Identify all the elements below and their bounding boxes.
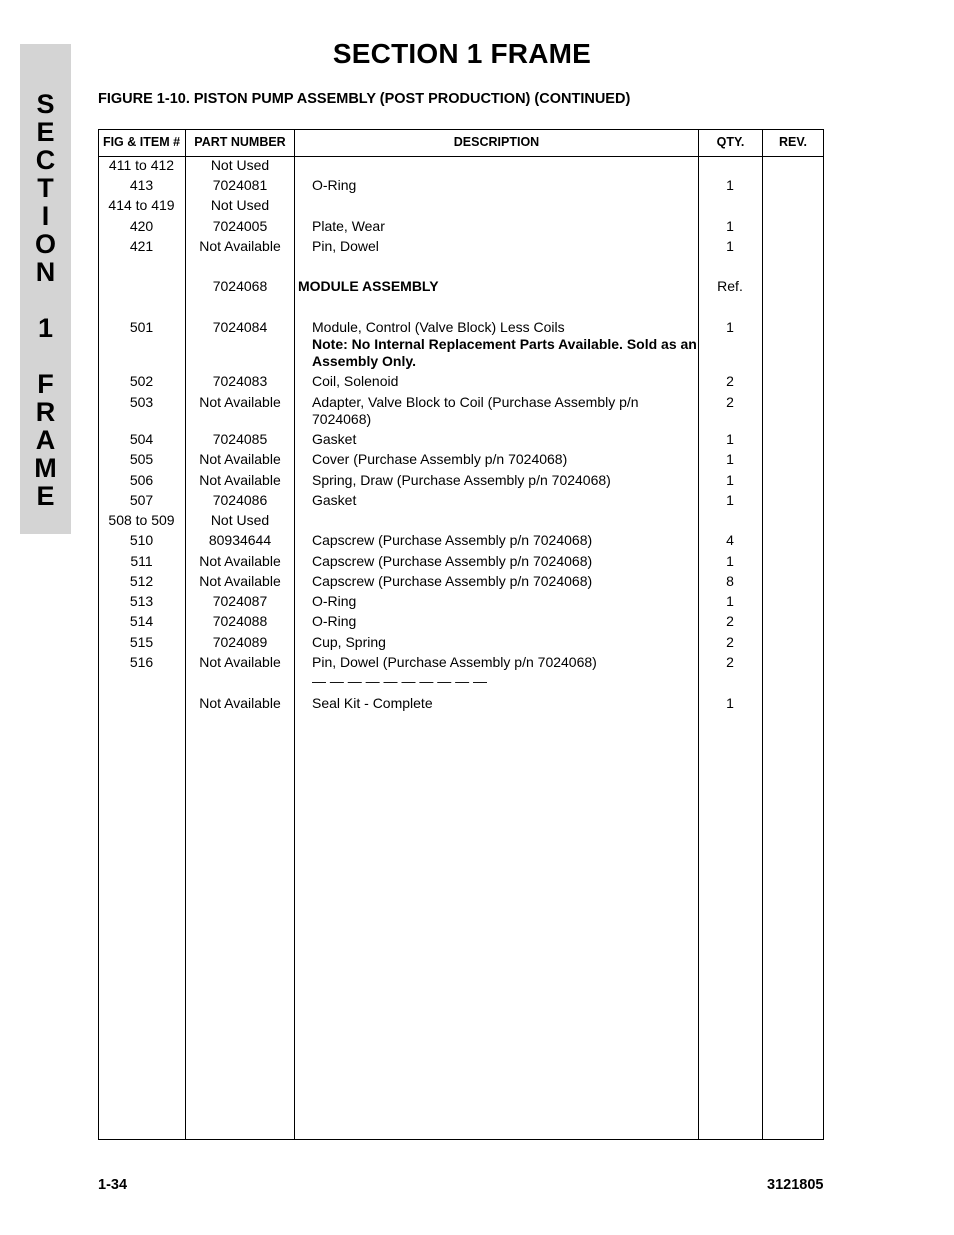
document-number: 3121805	[767, 1177, 824, 1193]
column-header-description: DESCRIPTION	[453, 135, 540, 149]
separator-dashes: — — — — — — — — — —	[312, 673, 488, 689]
fig-item: 503	[129, 394, 154, 410]
fig-item: 507	[129, 492, 154, 508]
fig-item: 513	[129, 593, 154, 609]
description: O-Ring	[312, 177, 357, 193]
fig-item: 504	[129, 431, 154, 447]
part-number: 7024085	[212, 431, 268, 447]
side-tab-letter: S	[36, 89, 55, 119]
description: Pin, Dowel	[312, 238, 379, 254]
part-number: 7024084	[212, 319, 268, 335]
part-number: Not Available	[199, 573, 281, 589]
side-tab-letter: I	[41, 201, 50, 231]
part-number: 80934644	[208, 532, 272, 548]
part-number: Not Available	[199, 451, 281, 467]
side-tab-letter: O	[34, 229, 56, 259]
quantity: 2	[726, 373, 734, 389]
quantity: 1	[726, 218, 734, 234]
page-number: 1-34	[98, 1177, 128, 1193]
quantity: 2	[726, 634, 734, 650]
description: Gasket	[312, 492, 357, 508]
part-number: Not Available	[199, 654, 281, 670]
quantity: 1	[726, 319, 734, 335]
fig-item: 510	[129, 532, 154, 548]
side-tab-letter: A	[35, 425, 56, 455]
column-header-qty: QTY.	[716, 135, 745, 149]
part-number: 7024081	[212, 177, 268, 193]
fig-item: 512	[129, 573, 154, 589]
part-number: Not Available	[199, 394, 281, 410]
description-block	[312, 319, 698, 370]
part-number: 7024086	[212, 492, 268, 508]
side-tab-letter: R	[35, 397, 56, 427]
quantity: 1	[726, 451, 734, 467]
fig-item: 411 to 412	[108, 157, 175, 173]
quantity: 1	[726, 177, 734, 193]
quantity: 1	[726, 472, 734, 488]
quantity: 8	[726, 573, 734, 589]
quantity: 1	[726, 695, 734, 711]
column-header-fig: FIG & ITEM #	[102, 135, 181, 149]
part-number: 7024005	[212, 218, 268, 234]
quantity: 4	[726, 532, 734, 548]
fig-item: 421	[129, 238, 154, 254]
description: O-Ring	[312, 593, 357, 609]
part-number: Not Available	[199, 472, 281, 488]
description: Capscrew (Purchase Assembly p/n 7024068)	[312, 573, 593, 589]
figure-title: FIGURE 1-10. PISTON PUMP ASSEMBLY (POST PRODUCTION) (CONTINUED)	[98, 91, 631, 107]
part-number: Not Used	[210, 157, 270, 173]
quantity: 1	[726, 553, 734, 569]
part-number: 7024088	[212, 613, 268, 629]
description: Coil, Solenoid	[312, 373, 399, 389]
side-tab-letter: E	[36, 481, 55, 511]
side-tab-letter: M	[34, 453, 57, 483]
quantity: 1	[726, 593, 734, 609]
part-number: Not Available	[199, 695, 281, 711]
description: Adapter, Valve Block to Coil (Purchase Assembly p/n 7024068)	[312, 394, 639, 427]
side-tab-letter: F	[37, 369, 54, 399]
description: Cup, Spring	[312, 634, 386, 650]
description: Spring, Draw (Purchase Assembly p/n 7024068)	[312, 472, 611, 488]
side-tab-letter: 1	[37, 313, 54, 343]
fig-item: 420	[129, 218, 154, 234]
part-number: Not Used	[210, 197, 270, 213]
side-tab-letter: C	[35, 145, 56, 175]
quantity: 1	[726, 238, 734, 254]
column-divider	[294, 129, 295, 1140]
fig-item: 505	[129, 451, 154, 467]
side-tab-letter: N	[35, 257, 56, 287]
side-tab-letter: E	[36, 117, 55, 147]
quantity: 1	[726, 431, 734, 447]
fig-item: 515	[129, 634, 154, 650]
part-number: Not Available	[199, 238, 281, 254]
quantity: 2	[726, 654, 734, 670]
quantity: 1	[726, 492, 734, 508]
column-header-rev: REV.	[778, 135, 808, 149]
description: Gasket	[312, 431, 357, 447]
description: Module, Control (Valve Block) Less Coils	[312, 319, 565, 335]
quantity: 2	[726, 394, 734, 410]
fig-item: 414 to 419	[108, 197, 175, 213]
note-text: Note: No Internal Replacement Parts Available. Sold as an Assembly Only.	[312, 336, 697, 369]
fig-item: 508 to 509	[108, 512, 175, 528]
part-number: 7024087	[212, 593, 268, 609]
description: O-Ring	[312, 613, 357, 629]
part-number: 7024068	[212, 278, 268, 294]
column-divider	[762, 129, 763, 1140]
fig-item: 413	[129, 177, 154, 193]
fig-item: 516	[129, 654, 154, 670]
section-title: SECTION 1 FRAME	[332, 38, 592, 69]
description: Capscrew (Purchase Assembly p/n 7024068)	[312, 532, 593, 548]
part-number: Not Available	[199, 553, 281, 569]
section-side-tab	[20, 44, 71, 534]
fig-item: 514	[129, 613, 154, 629]
fig-item: 502	[129, 373, 154, 389]
description: Pin, Dowel (Purchase Assembly p/n 7024068)	[312, 654, 597, 670]
quantity: 2	[726, 613, 734, 629]
column-header-part: PART NUMBER	[194, 135, 286, 149]
fig-item: 511	[130, 553, 153, 569]
part-number: 7024083	[212, 373, 268, 389]
description: Cover (Purchase Assembly p/n 7024068)	[312, 451, 568, 467]
description: Plate, Wear	[312, 218, 385, 234]
part-number: 7024089	[212, 634, 268, 650]
part-number: Not Used	[210, 512, 270, 528]
description: Seal Kit - Complete	[312, 695, 433, 711]
fig-item: 506	[129, 472, 154, 488]
assembly-heading: MODULE ASSEMBLY	[298, 278, 439, 294]
description: Capscrew (Purchase Assembly p/n 7024068)	[312, 553, 593, 569]
fig-item: 501	[129, 319, 154, 335]
quantity: Ref.	[717, 278, 743, 294]
side-tab-letter: T	[37, 173, 54, 203]
